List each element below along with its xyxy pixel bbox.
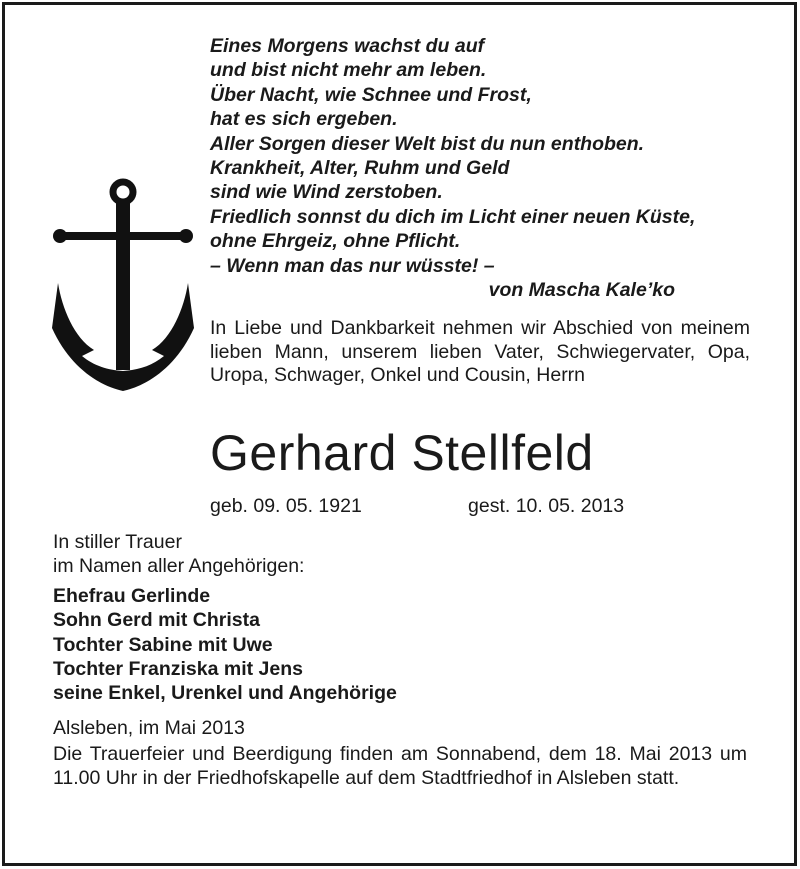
mourning-line: im Namen aller Angehörigen: (53, 554, 305, 577)
mourning-line: In stiller Trauer (53, 531, 182, 553)
poem-line: Aller Sorgen dieser Welt bist du nun enthoben. (210, 132, 645, 155)
intro-text: In Liebe und Dankbarkeit nehmen wir Abschied von meinem lieben Mann, unserem lieben Vater, Schwiegervater, Opa, Uropa, Schwager, Onkel und Cousin, Herrn (210, 317, 750, 387)
birth-date: geb. 09. 05. 1921 (210, 495, 362, 517)
mourning-intro (53, 531, 304, 578)
death-date: gest. 10. 05. 2013 (468, 495, 625, 517)
poem-line: und bist nicht mehr am leben. (210, 59, 487, 82)
poem-line: – Wenn man das nur wüsste! – (210, 254, 495, 277)
poem-line: hat es sich ergeben. (210, 108, 398, 131)
life-dates (210, 494, 625, 518)
poem-line: ohne Ehrgeiz, ohne Pflicht. (210, 230, 461, 253)
poem (210, 34, 695, 302)
family-member: Tochter Franziska mit Jens (53, 657, 303, 680)
poem-line: sind wie Wind zerstoben. (210, 181, 443, 204)
funeral-info: Die Trauerfeier und Beerdigung finden am Sonnabend, dem 18. Mai 2013 um 11.00 Uhr in der Friedhofskapelle auf dem Stadtfriedhof in Alsleben statt. (53, 743, 747, 789)
deceased-name: Gerhard Stellfeld (210, 425, 594, 481)
family-member: Ehefrau Gerlinde (53, 585, 211, 607)
poem-line: Über Nacht, wie Schnee und Frost, (210, 83, 532, 106)
family-member: Sohn Gerd mit Christa (53, 609, 260, 632)
poem-line: Krankheit, Alter, Ruhm und Geld (210, 157, 510, 180)
poem-line: Friedlich sonnst du dich im Licht einer neuen Küste, (210, 205, 696, 228)
place-date: Alsleben, im Mai 2013 (53, 717, 245, 739)
poem-author: von Mascha Kale’ko (488, 279, 675, 302)
family-member: seine Enkel, Urenkel und Angehörige (53, 682, 397, 705)
anchor-icon (52, 178, 194, 392)
family-member: Tochter Sabine mit Uwe (53, 633, 273, 656)
poem-line: Eines Morgens wachst du auf (210, 35, 485, 57)
family-list (53, 584, 397, 705)
